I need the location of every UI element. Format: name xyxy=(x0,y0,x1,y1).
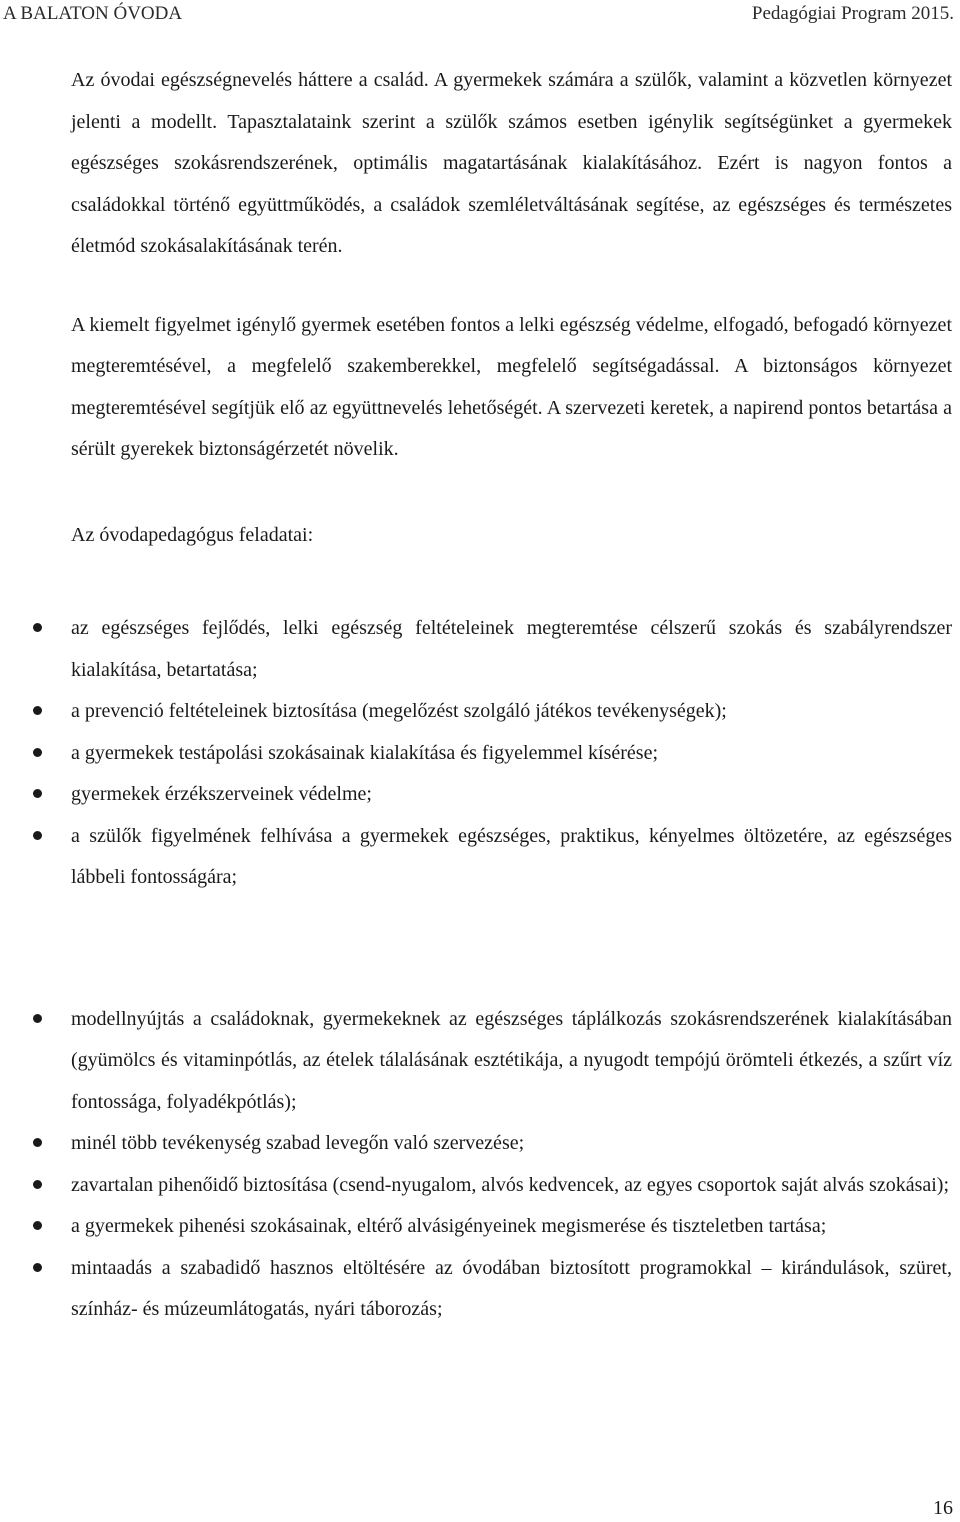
page-content xyxy=(71,60,952,1331)
paragraph-family-health: Az óvodai egészségnevelés háttere a család. A gyermekek számára a szülők, valamint a közvetlen környezet jelenti a modellt. Tapasztalataink szerint a szülők számos esetben igénylik segítségünket a gyermekek egészséges szokásrendszerének, optimális magatartásának kialakításához. Ezért is nagyon fontos a családokkal történő együttműködés, a családok szemléletváltásának segítése, az egészséges és természetes életmód szokásalakításának terén. xyxy=(71,69,952,257)
list-item: a prevenció feltételeinek biztosítása (megelőzést szolgáló játékos tevékenységek); xyxy=(71,691,952,733)
page-header xyxy=(0,0,960,30)
tasks-list-1 xyxy=(71,608,952,899)
list-item: modellnyújtás a családoknak, gyermekeknek az egészséges táplálkozás szokásrendszerének kialakításában (gyümölcs és vitaminpótlás, az ételek tálalásának esztétikája, a nyugodt tempójú örömteli étkezés, a szűrt víz fontossága, folyadékpótlás); xyxy=(71,999,952,1124)
header-institution: A BALATON ÓVODA xyxy=(3,3,183,24)
list-item: minél több tevékenység szabad levegőn való szervezése; xyxy=(71,1123,952,1165)
list-item: gyermekek érzékszerveinek védelme; xyxy=(71,774,952,816)
list-item: a gyermekek pihenési szokásainak, eltérő alvásigényeinek megismerése és tiszteletben tartása; xyxy=(71,1206,952,1248)
list-item: a szülők figyelmének felhívása a gyermekek egészséges, praktikus, kényelmes öltözetére, az egészséges lábbeli fontosságára; xyxy=(71,816,952,899)
list-item: zavartalan pihenőidő biztosítása (csend-nyugalom, alvós kedvencek, az egyes csoportok saját alvás szokásai); xyxy=(71,1165,952,1207)
paragraph-special-needs: A kiemelt figyelmet igénylő gyermek esetében fontos a lelki egészség védelme, elfogadó, befogadó környezet megteremtésével, a megfelelő szakemberekkel, megfelelő segítségadással. A biztonságos környezet megteremtésével segítjük elő az együttnevelés lehetőségét. A szervezeti keretek, a napirend pontos betartása a sérült gyerekek biztonságérzetét növelik. xyxy=(71,313,952,460)
header-document-title: Pedagógiai Program 2015. xyxy=(751,3,954,24)
tasks-list-2 xyxy=(71,999,952,1331)
list-item: mintaadás a szabadidő hasznos eltöltésére az óvodában biztosított programokkal – kirándulások, szüret, színház- és múzeumlátogatás, nyári táborozás; xyxy=(71,1248,952,1331)
list-item: a gyermekek testápolási szokásainak kialakítása és figyelemmel kísérése; xyxy=(71,733,952,775)
page-number: 16 xyxy=(933,1497,953,1519)
list-item: az egészséges fejlődés, lelki egészség feltételeinek megteremtése célszerű szokás és szabályrendszer kialakítása, betartatása; xyxy=(71,608,952,691)
tasks-heading: Az óvodapedagógus feladatai: xyxy=(71,523,314,546)
